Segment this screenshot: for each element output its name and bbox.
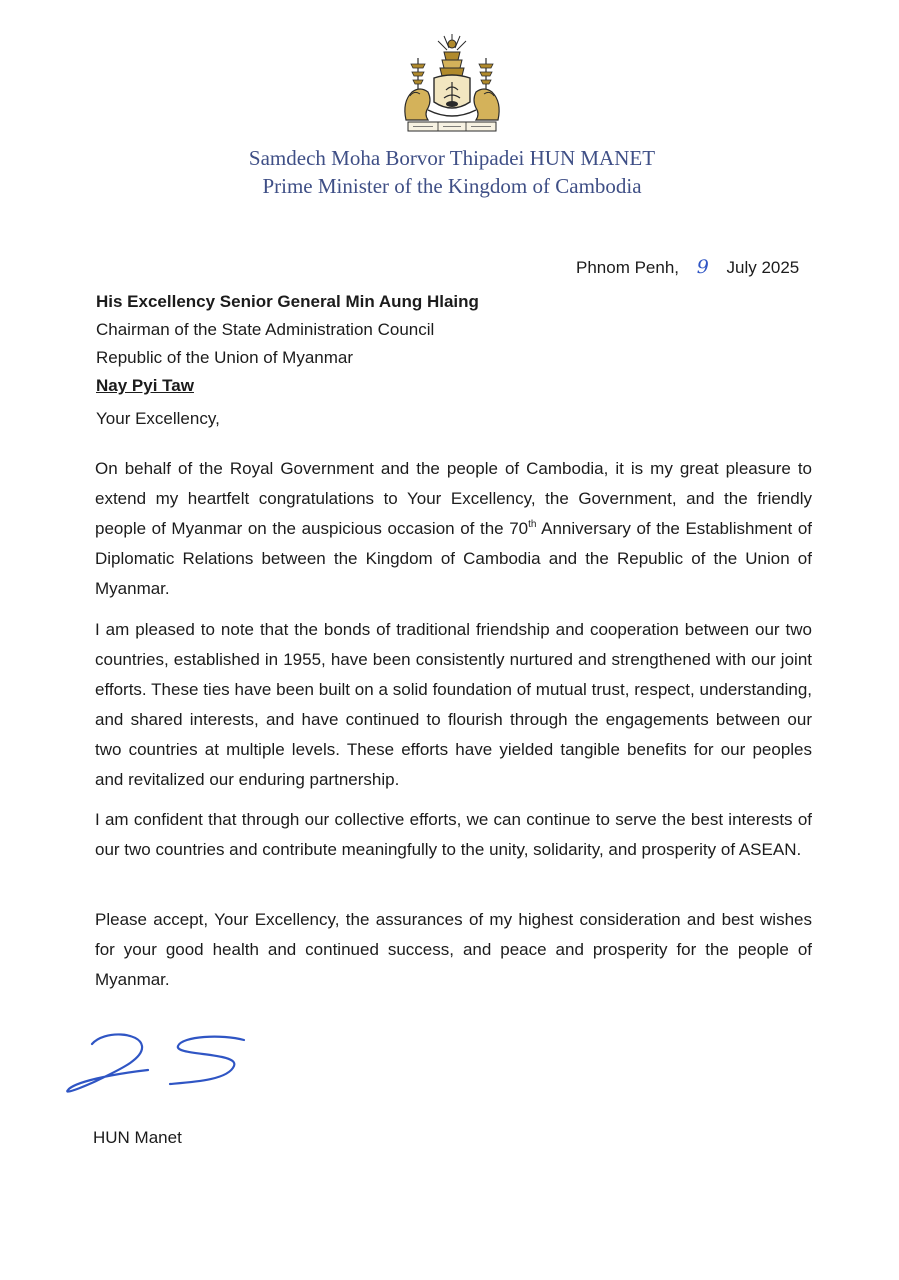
date-place: Phnom Penh, (576, 258, 680, 277)
recipient-name: His Excellency Senior General Min Aung Hlaing (96, 292, 479, 311)
recipient-city: Nay Pyi Taw (96, 376, 194, 395)
paragraph-1-text-end: Anniversary of the Establishment of Diplomatic Relations between the Kingdom of Cambodia and the Republic of the Union of Myanmar. (95, 519, 813, 598)
paragraph-1-text: On behalf of the Royal Government and the people of Cambodia, it is my great pleasure to extend my heartfelt congratulations to Your Excellency, the Government, and the friendly people of Myanmar on the auspicious occasion of the 70 (95, 459, 812, 538)
signer-name: HUN Manet (93, 1128, 182, 1147)
signature-icon (62, 1028, 252, 1100)
date-line (576, 256, 799, 278)
royal-arms-crest-icon (398, 30, 506, 134)
date-month-year: July 2025 (726, 258, 800, 277)
ordinal-suffix: th (528, 519, 537, 530)
letterhead (0, 144, 899, 200)
recipient-block (96, 288, 479, 400)
body-paragraph-2: I am pleased to note that the bonds of traditional friendship and cooperation between our two countries, established in 1955, have been consistently nurtured and strengthened with our joint efforts. These ties have been built on a solid foundation of mutual trust, respect, understanding, and shared interests, and have continued to flourish through the engagements between our two countries at multiple levels. These efforts have yielded tangible benefits for our peoples and revitalized our enduring partnership. (95, 620, 812, 789)
body-paragraph-4: Please accept, Your Excellency, the assurances of my highest consideration and best wishes for your good health and continued success, and peace and prosperity for the people of Myanmar. (95, 910, 812, 989)
date-day-handwritten: 9 (696, 256, 709, 278)
letterhead-title: Prime Minister of the Kingdom of Cambodia (262, 174, 642, 198)
recipient-country: Republic of the Union of Myanmar (96, 348, 354, 367)
salutation: Your Excellency, (96, 409, 220, 428)
recipient-position: Chairman of the State Administration Council (96, 320, 435, 339)
body-paragraph-3: I am confident that through our collective efforts, we can continue to serve the best interests of our two countries and contribute meaningfully to the unity, solidarity, and prosperity of ASEAN. (95, 810, 812, 859)
body-paragraph-1 (95, 454, 812, 604)
letterhead-name: Samdech Moha Borvor Thipadei HUN MANET (248, 146, 656, 170)
